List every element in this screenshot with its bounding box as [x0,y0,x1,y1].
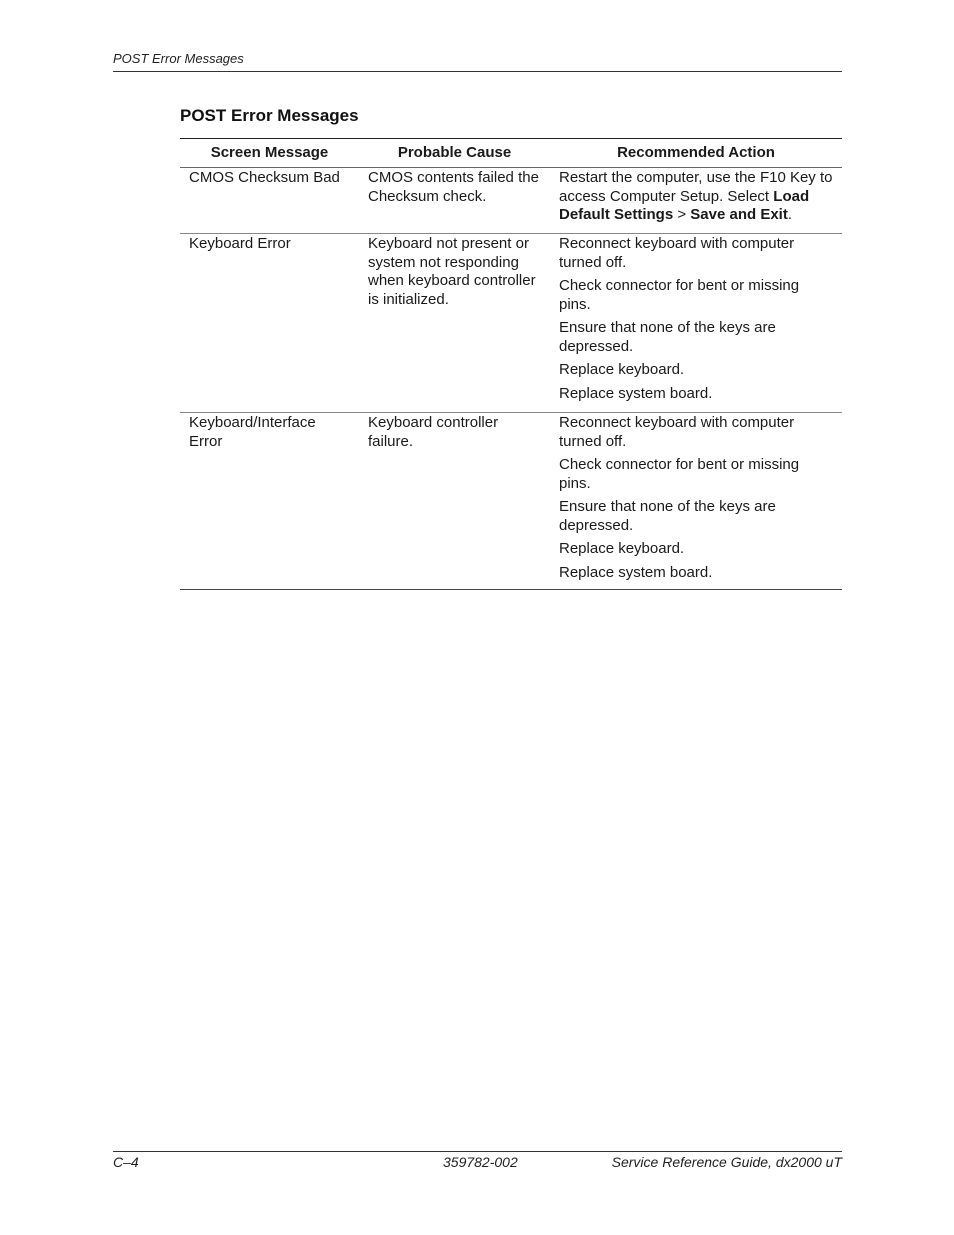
action-item: Reconnect keyboard with computer turned off. [559,414,795,450]
probable-cause-cell: CMOS contents failed the Checksum check. [368,169,539,205]
column-header-screen-message: Screen Message [210,143,329,161]
footer-divider [113,1151,842,1152]
screen-message-cell: Keyboard/Interface Error [189,414,316,450]
recommended-action-cell [550,168,842,233]
screen-message-cell: CMOS Checksum Bad [189,169,340,186]
menu-path-separator: > [673,206,691,223]
probable-cause-cell: Keyboard controller failure. [368,414,499,450]
action-item: Reconnect keyboard with computer turned off. [559,235,795,271]
action-item: Replace system board. [559,563,713,581]
table-header-row [180,139,842,168]
action-item: Replace keyboard. [559,361,685,378]
recommended-action-cell [550,413,842,589]
column-header-recommended-action: Recommended Action [617,143,775,161]
running-header-title: POST Error Messages [113,51,244,66]
probable-cause-cell: Keyboard not present or system not responding when keyboard controller is initialized. [368,235,536,308]
action-text-end: . [787,206,793,223]
screen-message-cell: Keyboard Error [189,235,291,252]
menu-option-load-default-settings: Load Default Settings [559,187,810,223]
action-item: Replace system board. [559,384,713,402]
column-header-probable-cause: Probable Cause [397,143,512,161]
recommended-action-cell [550,234,842,412]
post-error-table [180,138,842,590]
part-number: 359782-002 [443,1154,518,1170]
guide-title: Service Reference Guide, dx2000 uT [611,1154,842,1170]
action-item: Ensure that none of the keys are depressed. [559,319,776,355]
action-item: Check connector for bent or missing pins. [559,456,800,492]
table-row [180,234,842,413]
table-row [180,168,842,234]
action-text: Restart the computer, use the F10 Key to access Computer Setup. Select [559,169,833,205]
action-item: Replace keyboard. [559,540,685,557]
action-item: Ensure that none of the keys are depressed. [559,498,776,534]
page-number: C–4 [113,1154,139,1170]
action-item: Check connector for bent or missing pins. [559,277,800,313]
header-divider [113,71,842,72]
table-row [180,413,842,589]
menu-option-save-and-exit: Save and Exit [690,206,788,223]
section-title: POST Error Messages [180,106,359,125]
